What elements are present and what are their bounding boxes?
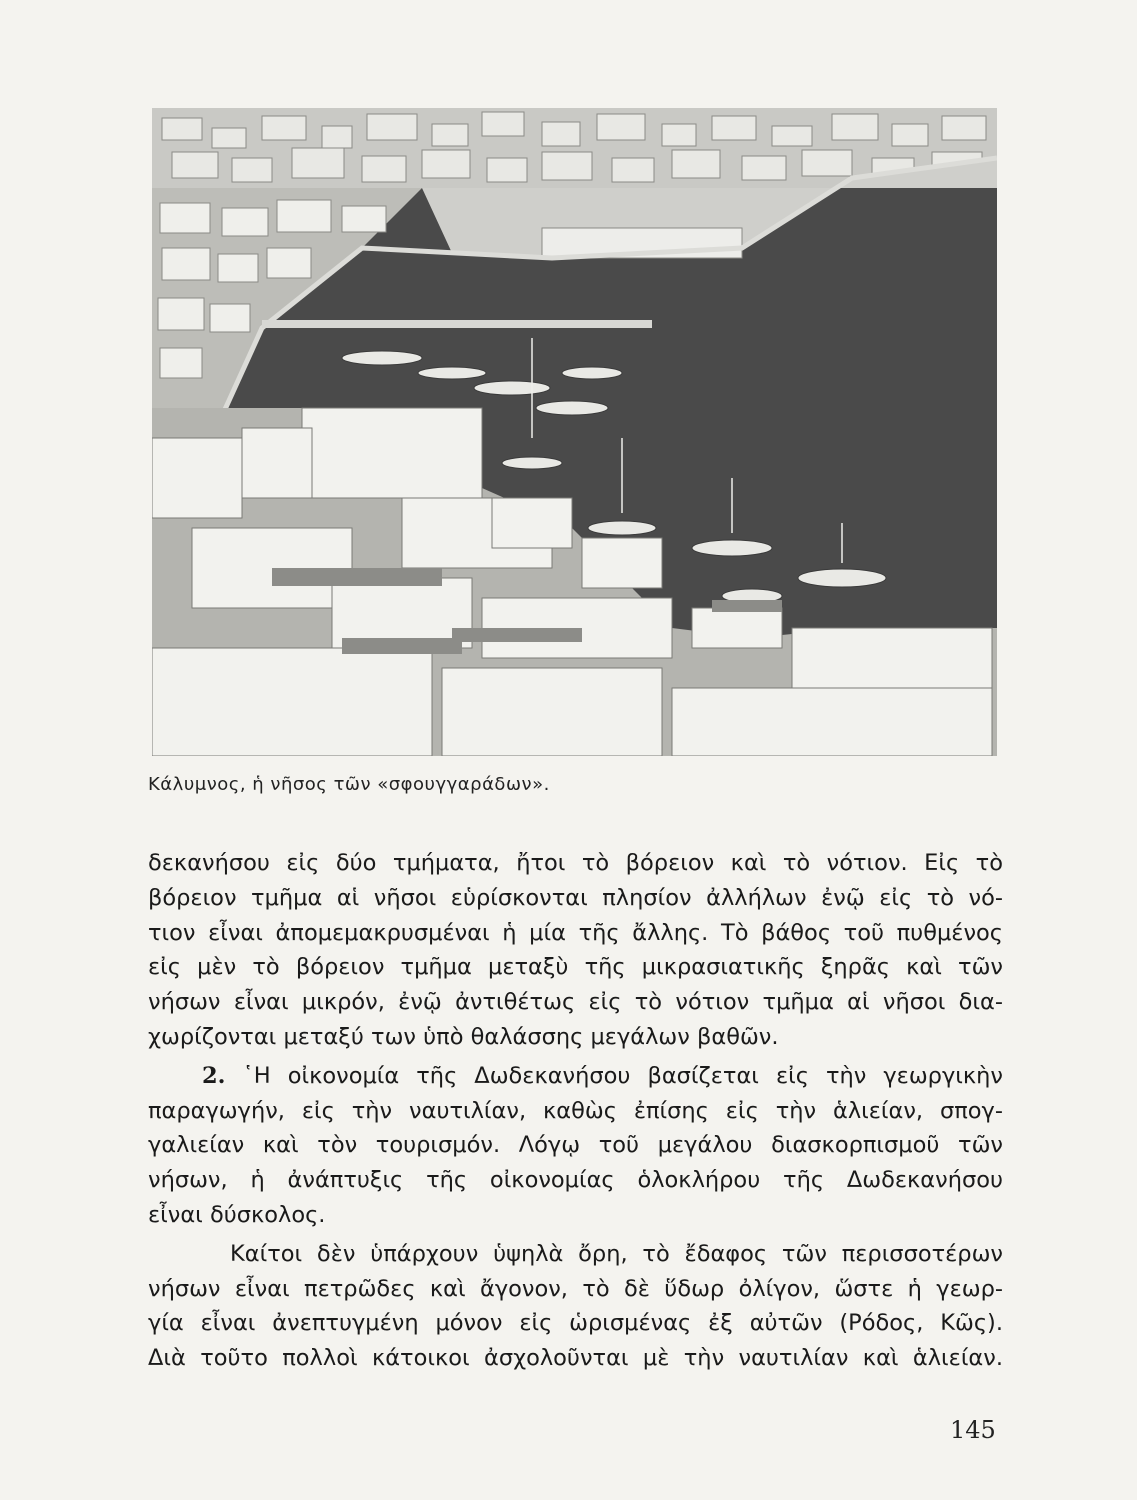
section-number: 2. <box>202 1062 226 1089</box>
text-line-body: ῾Η οἰκονομία τῆς Δωδεκανήσου βασίζεται εἰς τὴν γεωργικὴν <box>242 1062 1003 1089</box>
harbor-photo <box>152 108 997 756</box>
text-line: Διὰ τοῦτο πολλοὶ κάτοικοι ἀσχολοῦνται μὲ τὴν ναυτιλίαν καὶ ἁλιείαν. <box>148 1345 1003 1372</box>
jetty <box>262 320 652 328</box>
text-line: Καίτοι δὲν ὑπάρχουν ὑψηλὰ ὄρη, τὸ ἔδαφος τῶν περισσοτέρων <box>230 1240 1003 1267</box>
photo-caption: Κάλυμνος, ἡ νῆσος τῶν «σφουγγαράδων». <box>148 774 550 795</box>
text-line: δεκανήσου εἰς δύο τμήματα, ἤτοι τὸ βόρειον καὶ τὸ νότιον. Εἰς τὸ <box>148 850 1003 876</box>
page-number: 145 <box>950 1416 996 1444</box>
paragraph-3 <box>148 1237 1003 1376</box>
body-text <box>148 846 1003 1376</box>
paragraph-2 <box>148 1059 1003 1233</box>
text-line: νήσων εἶναι πετρῶδες καὶ ἄγονον, τὸ δὲ ὕδωρ ὀλίγον, ὥστε ἡ γεωρ- <box>148 1275 1003 1302</box>
text-line-first <box>148 1059 1003 1094</box>
text-line: βόρειον τμῆμα αἱ νῆσοι εὑρίσκονται πλησίον ἀλλήλων ἐνῷ εἰς τὸ νό- <box>148 884 1003 911</box>
text-line: εἰς μὲν τὸ βόρειον τμῆμα μεταξὺ τῆς μικρασιατικῆς ξηρᾶς καὶ τῶν <box>148 954 1003 981</box>
paragraph-1 <box>148 846 1003 1055</box>
text-line: νήσων εἶναι μικρόν, ἐνῷ ἀντιθέτως εἰς τὸ νότιον τμῆμα αἱ νῆσοι δια- <box>148 989 1003 1016</box>
text-line: χωρίζονται μεταξύ των ὑπὸ θαλάσσης μεγάλων βαθῶν. <box>148 1023 779 1050</box>
text-line: γαλιείαν καὶ τὸν τουρισμόν. Λόγῳ τοῦ μεγάλου διασκορπισμοῦ τῶν <box>148 1132 1003 1159</box>
text-line: παραγωγήν, εἰς τὴν ναυτιλίαν, καθὼς ἐπίσης εἰς τὴν ἁλιείαν, σπογ- <box>148 1097 1003 1124</box>
text-line: γία εἶναι ἀνεπτυγμένη μόνον εἰς ὡρισμένας ἐξ αὐτῶν (Ρόδος, Κῶς). <box>148 1310 1003 1337</box>
text-line: τιον εἶναι ἀπομεμακρυσμέναι ἡ μία τῆς ἄλλης. Τὸ βάθος τοῦ πυθμένος <box>148 919 1003 946</box>
harbor-photo-drawing <box>152 108 997 756</box>
text-line: νήσων, ἡ ἀνάπτυξις τῆς οἰκονομίας ὁλοκλήρου τῆς Δωδεκανήσου <box>148 1167 1003 1194</box>
text-line: εἶναι δύσκολος. <box>148 1201 326 1228</box>
